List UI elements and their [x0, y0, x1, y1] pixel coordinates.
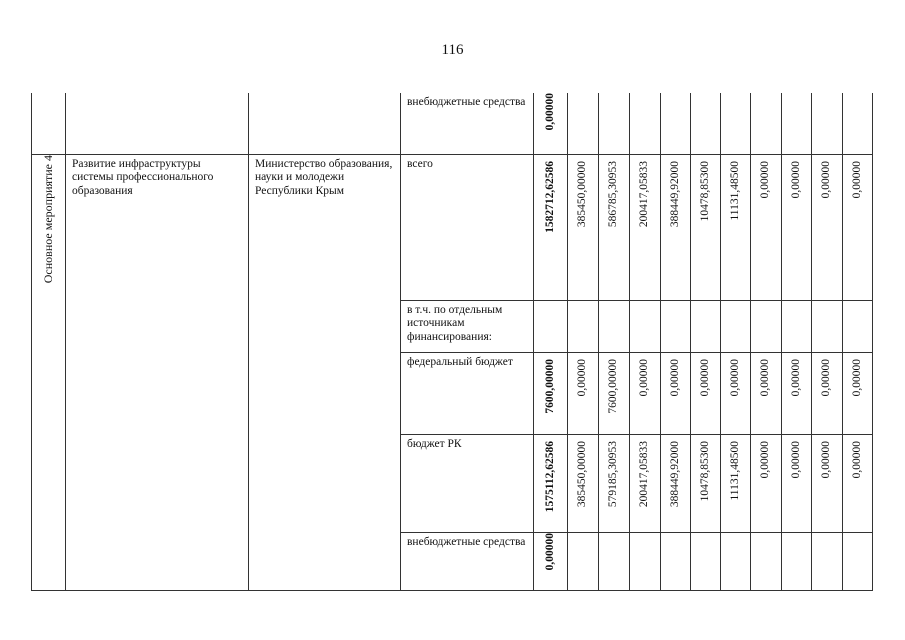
source-cell: внебюджетные средства	[401, 93, 534, 154]
value-cell	[751, 300, 782, 352]
value-cell	[812, 532, 843, 590]
value-cell: 0,00000	[812, 352, 843, 434]
value-cell: 385450,00000	[568, 434, 599, 532]
empty-cell	[249, 93, 401, 154]
value-cell: 0,00000	[691, 352, 721, 434]
source-cell: федеральный бюджет	[401, 352, 534, 434]
measure-label-cell	[32, 154, 66, 590]
value-cell: 10478,85300	[691, 154, 721, 300]
value-cell	[843, 532, 873, 590]
value-cell	[721, 93, 751, 154]
value-cell: 579185,30953	[599, 434, 630, 532]
table-row-total	[32, 154, 873, 300]
value-cell	[782, 300, 812, 352]
value-cell	[599, 93, 630, 154]
value-cell: 586785,30953	[599, 154, 630, 300]
value-cell: 0,00000	[751, 352, 782, 434]
value-cell	[568, 532, 599, 590]
value-cell: 0,00000	[721, 352, 751, 434]
value-cell	[630, 93, 661, 154]
total-cell: 0,00000	[534, 532, 568, 590]
value-cell: 0,00000	[630, 352, 661, 434]
empty-cell	[66, 93, 249, 154]
value-cell: 0,00000	[782, 352, 812, 434]
value-cell	[599, 532, 630, 590]
value-cell	[751, 93, 782, 154]
financing-table	[31, 93, 873, 591]
value-cell: 0,00000	[751, 434, 782, 532]
value-cell	[630, 300, 661, 352]
executor-cell: Министерство образования, науки и молодежи Республики Крым	[249, 154, 401, 590]
value-cell	[691, 300, 721, 352]
value-cell: 0,00000	[661, 352, 691, 434]
empty-cell	[32, 93, 66, 154]
source-cell: всего	[401, 154, 534, 300]
value-cell: 0,00000	[782, 434, 812, 532]
total-cell	[534, 300, 568, 352]
value-cell: 385450,00000	[568, 154, 599, 300]
value-cell	[630, 532, 661, 590]
value-cell: 0,00000	[843, 352, 873, 434]
value-cell	[843, 300, 873, 352]
value-cell	[691, 532, 721, 590]
value-cell	[721, 532, 751, 590]
value-cell: 388449,92000	[661, 154, 691, 300]
value-cell	[843, 93, 873, 154]
value-cell	[661, 532, 691, 590]
value-cell: 0,00000	[843, 434, 873, 532]
value-cell: 0,00000	[843, 154, 873, 300]
measure-name-cell: Развитие инфраструктуры системы профессионального образования	[66, 154, 249, 590]
value-cell: 0,00000	[812, 154, 843, 300]
total-cell: 7600,00000	[534, 352, 568, 434]
value-cell	[782, 532, 812, 590]
value-cell	[751, 532, 782, 590]
table-row-prev-extrabudget	[32, 93, 873, 154]
total-cell: 0,00000	[534, 93, 568, 154]
total-cell: 1582712,62586	[534, 154, 568, 300]
value-cell	[661, 93, 691, 154]
source-cell: в т.ч. по отдельным источникам финансирования:	[401, 300, 534, 352]
value-cell: 7600,00000	[599, 352, 630, 434]
value-cell: 10478,85300	[691, 434, 721, 532]
value-cell	[812, 300, 843, 352]
value-cell: 200417,05833	[630, 434, 661, 532]
page-number: 116	[441, 42, 464, 58]
value-cell	[782, 93, 812, 154]
total-cell: 1575112,62586	[534, 434, 568, 532]
value-cell	[812, 93, 843, 154]
value-cell	[568, 300, 599, 352]
value-cell: 11131,48500	[721, 434, 751, 532]
value-cell	[661, 300, 691, 352]
value-cell: 200417,05833	[630, 154, 661, 300]
value-cell: 0,00000	[568, 352, 599, 434]
value-cell	[691, 93, 721, 154]
value-cell: 0,00000	[751, 154, 782, 300]
value-cell: 0,00000	[812, 434, 843, 532]
measure-label: Основное мероприятие 4	[41, 154, 56, 283]
value-cell	[568, 93, 599, 154]
value-cell: 388449,92000	[661, 434, 691, 532]
source-cell: бюджет РК	[401, 434, 534, 532]
value-cell: 11131,48500	[721, 154, 751, 300]
value-cell: 0,00000	[782, 154, 812, 300]
value-cell	[721, 300, 751, 352]
value-cell	[599, 300, 630, 352]
source-cell: внебюджетные средства	[401, 532, 534, 590]
